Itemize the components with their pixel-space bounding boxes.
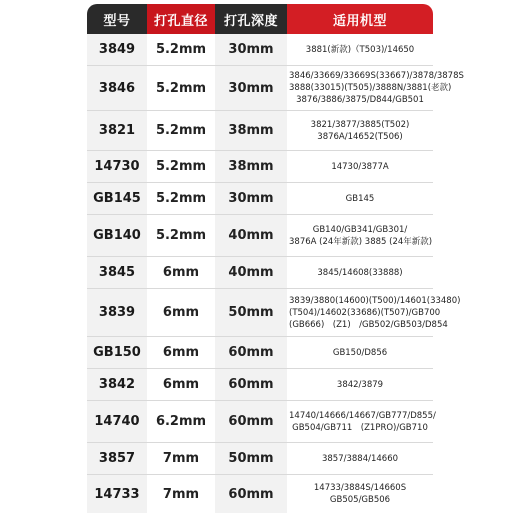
diameter-cell: 7mm xyxy=(147,443,215,475)
compatibility-table xyxy=(87,4,464,513)
table-row xyxy=(87,34,433,66)
compatible-cell xyxy=(287,66,464,111)
table-body xyxy=(87,34,464,513)
model-cell: GB140 xyxy=(87,215,147,257)
model-cell: 3839 xyxy=(87,289,147,337)
compatible-line: (T504)/14602(33686)(T507)/GB700 xyxy=(289,307,441,318)
model-cell: 14740 xyxy=(87,401,147,443)
depth-cell: 60mm xyxy=(215,475,287,513)
depth-cell: 60mm xyxy=(215,401,287,443)
depth-cell: 50mm xyxy=(215,289,287,337)
compatible-line: 3876/3886/3875/D844/GB501 xyxy=(296,95,424,105)
depth-cell: 30mm xyxy=(215,34,287,66)
compatible-line: 3888(33015)(T505)/3888N/3881(老款) xyxy=(289,83,452,93)
compatible-line: GB150/D856 xyxy=(332,347,388,358)
model-cell: GB150 xyxy=(87,337,147,369)
depth-cell: 50mm xyxy=(215,443,287,475)
compatible-line: 14730/3877A xyxy=(331,161,389,172)
diameter-cell: 6mm xyxy=(147,257,215,289)
diameter-cell: 5.2mm xyxy=(147,34,215,66)
compatible-line: 3842/3879 xyxy=(336,379,384,390)
table-row xyxy=(87,369,433,401)
compatible-cell xyxy=(287,215,433,257)
diameter-cell: 5.2mm xyxy=(147,66,215,111)
compatible-cell xyxy=(287,289,461,337)
compatible-cell xyxy=(287,111,433,151)
diameter-cell: 6.2mm xyxy=(147,401,215,443)
diameter-cell: 6mm xyxy=(147,289,215,337)
header-depth: 打孔深度 xyxy=(215,4,287,34)
table-row xyxy=(87,215,433,257)
model-cell: 3821 xyxy=(87,111,147,151)
model-cell: 3846 xyxy=(87,66,147,111)
diameter-cell: 6mm xyxy=(147,337,215,369)
compatible-line: 3857/3884/14660 xyxy=(321,453,399,464)
header-model: 型号 xyxy=(87,4,147,34)
depth-cell: 40mm xyxy=(215,215,287,257)
compatible-cell xyxy=(287,257,433,289)
model-cell: 14733 xyxy=(87,475,147,513)
compatible-line: 3839/3880(14600)(T500)/14601(33480) xyxy=(289,295,461,306)
compatible-line: GB505/GB506 xyxy=(329,495,391,505)
compatible-line: (GB666) (Z1) /GB502/GB503/D854 xyxy=(289,319,448,330)
table-row xyxy=(87,443,433,475)
depth-cell: 60mm xyxy=(215,337,287,369)
model-cell: 14730 xyxy=(87,151,147,183)
table-row xyxy=(87,475,433,513)
compatible-line: 3881(新款)（T503)/14650 xyxy=(305,44,415,55)
compatible-line: GB504/GB711 (Z1PRO)/GB710 xyxy=(292,422,428,433)
depth-cell: 30mm xyxy=(215,183,287,215)
compatible-line: 3876A/14652(T506) xyxy=(317,131,403,142)
compatible-line: 3876A (24年新款) 3885 (24年新款) xyxy=(289,236,433,247)
compatible-cell xyxy=(287,183,433,215)
compatible-cell xyxy=(287,34,433,66)
header-diameter: 打孔直径 xyxy=(147,4,215,34)
compatible-line: GB145 xyxy=(345,193,375,204)
model-cell: 3845 xyxy=(87,257,147,289)
depth-cell: 38mm xyxy=(215,111,287,151)
compatible-line: 3846/33669/33669S(33667)/3878/3878S xyxy=(289,71,464,81)
compatible-line: 3845/14608(33888) xyxy=(317,267,403,278)
model-cell: GB145 xyxy=(87,183,147,215)
table-row xyxy=(87,401,433,443)
diameter-cell: 5.2mm xyxy=(147,151,215,183)
table-row xyxy=(87,151,433,183)
compatible-line: 14733/3884S/14660S xyxy=(313,483,407,493)
compatible-cell xyxy=(287,337,433,369)
model-cell: 3857 xyxy=(87,443,147,475)
header-compatible: 适用机型 xyxy=(287,4,433,34)
diameter-cell: 6mm xyxy=(147,369,215,401)
table-row xyxy=(87,111,433,151)
diameter-cell: 5.2mm xyxy=(147,215,215,257)
diameter-cell: 5.2mm xyxy=(147,111,215,151)
table-row xyxy=(87,289,433,337)
depth-cell: 38mm xyxy=(215,151,287,183)
model-cell: 3849 xyxy=(87,34,147,66)
diameter-cell: 7mm xyxy=(147,475,215,513)
table-row xyxy=(87,337,433,369)
diameter-cell: 5.2mm xyxy=(147,183,215,215)
depth-cell: 40mm xyxy=(215,257,287,289)
compatible-line: 3821/3877/3885(T502) xyxy=(310,119,410,130)
model-cell: 3842 xyxy=(87,369,147,401)
table-header xyxy=(87,4,433,34)
depth-cell: 30mm xyxy=(215,66,287,111)
table-row xyxy=(87,66,433,111)
table-row xyxy=(87,183,433,215)
compatible-line: GB140/GB341/GB301/ xyxy=(312,224,408,235)
compatible-line: 14740/14666/14667/GB777/D855/ xyxy=(289,410,436,421)
compatible-cell xyxy=(287,401,436,443)
compatible-cell xyxy=(287,443,433,475)
compatible-cell xyxy=(287,151,433,183)
table-row xyxy=(87,257,433,289)
depth-cell: 60mm xyxy=(215,369,287,401)
compatible-cell xyxy=(287,475,433,513)
compatible-cell xyxy=(287,369,433,401)
